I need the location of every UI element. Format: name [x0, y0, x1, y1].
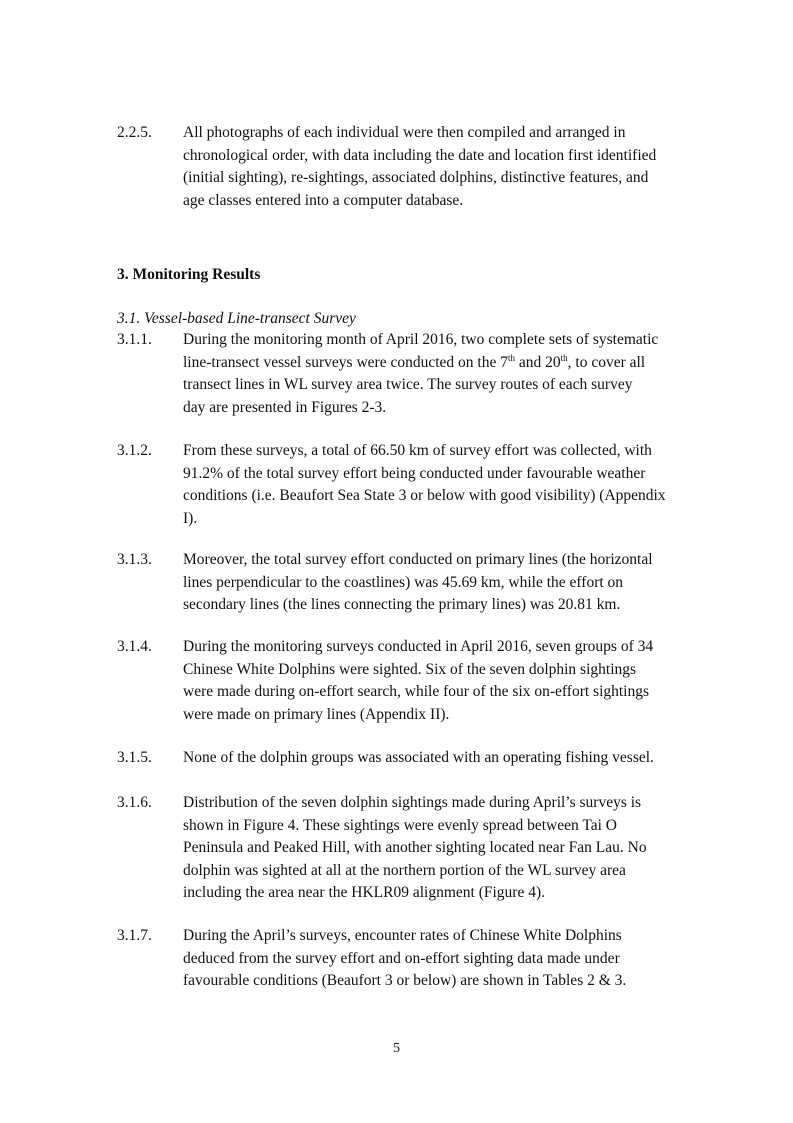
paragraph-text: [183, 122, 692, 212]
paragraph-number: 3.1.2.: [117, 442, 152, 459]
text-line: None of the dolphin groups was associated with an operating fishing vessel.: [183, 749, 654, 766]
text-line: age classes entered into a computer database.: [183, 191, 464, 209]
paragraph-number: 3.1.4.: [117, 638, 152, 655]
text-line: transect lines in WL survey area twice. The survey routes of each survey: [183, 376, 633, 394]
text-line: During the monitoring month of April 2016, two complete sets of systematic: [183, 331, 659, 348]
paragraph-number: 2.2.5.: [117, 124, 152, 141]
text-line: were made during on-effort search, while four of the six on-effort sightings: [183, 683, 650, 701]
paragraph-text: [183, 636, 692, 726]
text-line: [183, 352, 692, 375]
text-segment: and 20: [514, 353, 561, 371]
text-line: dolphin was sighted at all at the northern portion of the WL survey area: [183, 861, 626, 879]
text-line: Chinese White Dolphins were sighted. Six of the seven dolphin sightings: [183, 660, 637, 678]
section-heading: 3. Monitoring Results: [117, 266, 261, 283]
paragraph-number: 3.1.6.: [117, 794, 152, 811]
paragraph-text: [183, 747, 692, 770]
paragraph-text: [183, 549, 692, 617]
paragraph-text: [183, 792, 692, 905]
text-line: were made on primary lines (Appendix II).: [183, 705, 450, 723]
paragraph-number: 3.1.7.: [117, 927, 152, 944]
text-line: During the monitoring surveys conducted in April 2016, seven groups of 34: [183, 638, 654, 655]
text-line: All photographs of each individual were then compiled and arranged in: [183, 124, 626, 141]
text-line: Peninsula and Peaked Hill, with another sighting located near Fan Lau. No: [183, 839, 647, 857]
text-line: From these surveys, a total of 66.50 km of survey effort was collected, with: [183, 442, 652, 459]
subsection-heading: 3.1. Vessel-based Line-transect Survey: [117, 310, 356, 327]
superscript: th: [507, 352, 515, 363]
text-line: During the April’s surveys, encounter rates of Chinese White Dolphins: [183, 927, 622, 944]
text-line: 91.2% of the total survey effort being conducted under favourable weather: [183, 464, 646, 482]
text-segment: line-transect vessel surveys were conducted on the 7: [183, 353, 508, 371]
text-line: (initial sighting), re-sightings, associated dolphins, distinctive features, and: [183, 169, 649, 187]
text-line: shown in Figure 4. These sightings were evenly spread between Tai O: [183, 816, 617, 834]
superscript: th: [560, 352, 568, 363]
text-segment: , to cover all: [567, 353, 646, 371]
text-line: including the area near the HKLR09 alignment (Figure 4).: [183, 884, 545, 902]
paragraph-number: 3.1.5.: [117, 749, 152, 766]
text-line: lines perpendicular to the coastlines) was 45.69 km, while the effort on: [183, 573, 624, 591]
page-number: 5: [393, 1041, 400, 1056]
text-line: favourable conditions (Beaufort 3 or below) are shown in Tables 2 & 3.: [183, 972, 627, 990]
paragraph-text: [183, 440, 692, 530]
text-line: deduced from the survey effort and on-effort sighting data made under: [183, 949, 620, 967]
text-line: secondary lines (the lines connecting the primary lines) was 20.81 km.: [183, 596, 621, 614]
text-line: I).: [183, 509, 198, 527]
paragraph-number: 3.1.1.: [117, 331, 152, 348]
paragraph-text: [183, 925, 692, 993]
text-line: conditions (i.e. Beaufort Sea State 3 or below with good visibility) (Appendix: [183, 487, 666, 505]
text-line: day are presented in Figures 2-3.: [183, 398, 387, 416]
paragraph-text: [183, 329, 692, 419]
text-line: Distribution of the seven dolphin sightings made during April’s surveys is: [183, 794, 642, 811]
text-line: chronological order, with data including the date and location first identified: [183, 146, 657, 164]
text-line: Moreover, the total survey effort conducted on primary lines (the horizontal: [183, 551, 653, 568]
paragraph-number: 3.1.3.: [117, 551, 152, 568]
